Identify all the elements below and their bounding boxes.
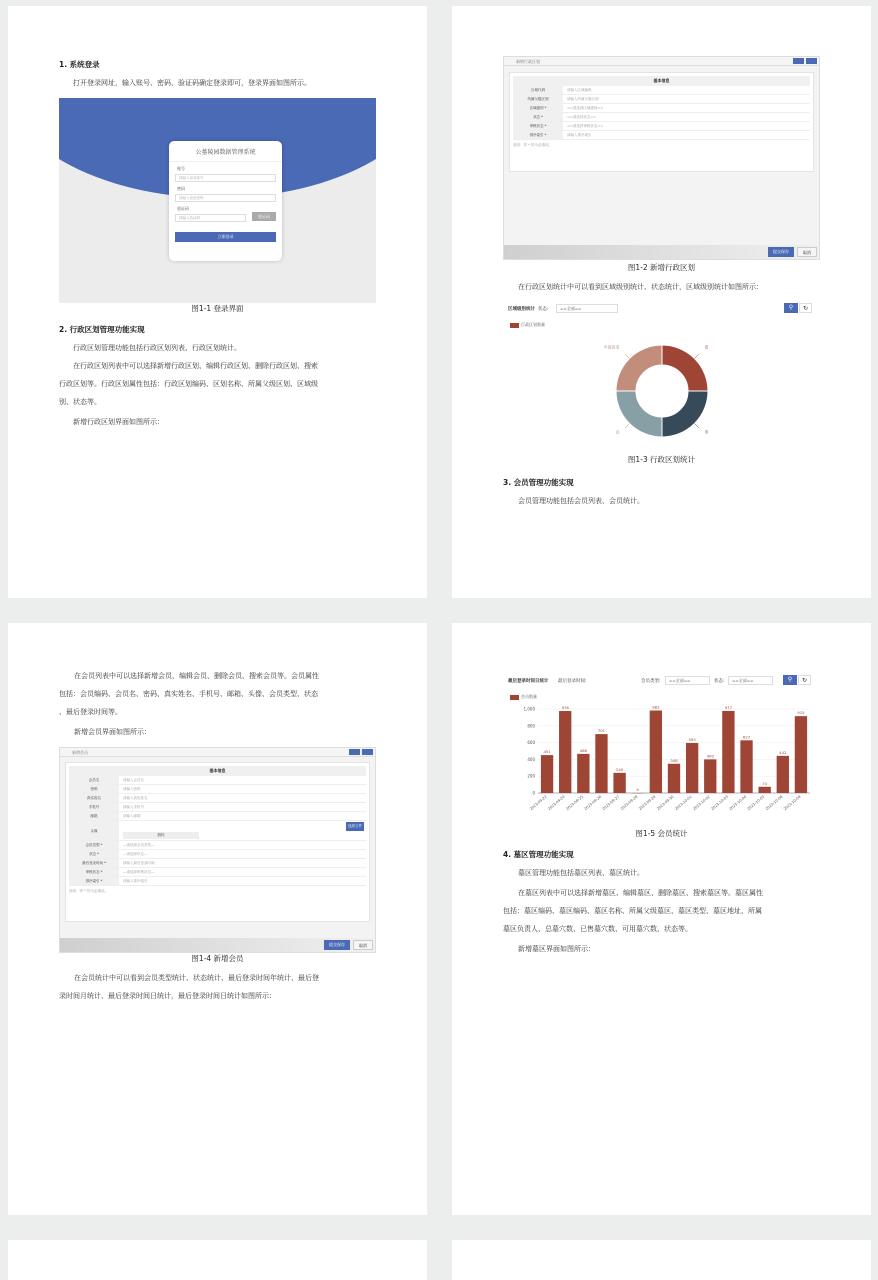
field-input[interactable]: 请输入最后登录时间 xyxy=(119,859,366,867)
member-type-label: 会员类型: xyxy=(641,678,661,684)
field-label: 审核状态 * xyxy=(513,122,563,130)
slice-leader-line xyxy=(695,354,699,358)
account-label: 账号 xyxy=(177,166,282,172)
x-tick-label: 2023-09-24 xyxy=(547,794,566,811)
login-card xyxy=(169,141,282,261)
captcha-label: 验证码 xyxy=(177,206,282,212)
add-member-form-screenshot xyxy=(59,747,376,953)
document-page-3 xyxy=(8,623,427,1215)
bar xyxy=(541,755,553,793)
paragraph: 行政区划管理功能包括行政区划列表、行政区划统计。 xyxy=(73,339,241,357)
member-login-bar-chart xyxy=(502,701,822,829)
field-input[interactable]: 请输入真实姓名 xyxy=(119,794,366,802)
form-row xyxy=(69,803,366,812)
y-tick-label: 600 xyxy=(527,740,535,745)
login-button[interactable]: 立即登录 xyxy=(175,232,276,242)
bar xyxy=(686,743,698,793)
bar xyxy=(650,711,662,793)
field-label: 手机号 xyxy=(69,803,119,811)
chart-legend: 行政区划数量 xyxy=(510,322,545,328)
field-input[interactable]: 请输入会员名 xyxy=(119,776,366,784)
form-row xyxy=(69,841,366,850)
paragraph: 别、状态等。 xyxy=(59,393,101,411)
refresh-icon[interactable]: ↻ xyxy=(798,675,811,685)
x-tick-label: 2023-09-28 xyxy=(620,794,639,811)
login-screenshot xyxy=(59,98,376,303)
x-tick-label: 2023-10-06 xyxy=(765,794,784,811)
paragraph: 在会员列表中可以选择新增会员、编辑会员、删除会员、搜索会员等。会员属性 xyxy=(74,667,319,685)
bar xyxy=(668,764,680,793)
field-input[interactable]: 请输入手机号 xyxy=(119,803,366,811)
field-label: 密码 xyxy=(69,785,119,793)
x-tick-label: 2023-10-01 xyxy=(674,795,693,811)
figure-caption: 图1-1 登录界面 xyxy=(8,303,427,314)
bar xyxy=(595,734,607,793)
paragraph: 会员管理功能包括会员列表、会员统计。 xyxy=(518,492,644,510)
bar xyxy=(704,759,716,793)
status-select[interactable]: ==全部== xyxy=(728,676,773,685)
slice-leader-line xyxy=(625,424,629,428)
status-label: 状态: xyxy=(714,678,725,684)
required-note: 说明：带 * 的为必填项。 xyxy=(513,143,810,148)
chart-legend: 会员数量 xyxy=(510,694,537,700)
password-input[interactable]: 请输入登录密码 xyxy=(175,194,276,202)
search-icon[interactable]: ⚲ xyxy=(783,675,797,685)
field-input[interactable]: 请输入邮箱 xyxy=(119,812,366,820)
paragraph: 打开登录网址，输入账号、密码、验证码确定登录即可，登录界面如图所示。 xyxy=(73,74,311,92)
field-input[interactable]: ==请选择审核状态== xyxy=(563,122,810,130)
donut-slice xyxy=(662,345,708,391)
field-label: 会员名 xyxy=(69,776,119,784)
field-label: 状态 * xyxy=(513,113,563,121)
form-row xyxy=(69,868,366,877)
captcha-image[interactable]: 验证码 xyxy=(252,212,276,221)
login-title: 公墓陵园数据管理系统 xyxy=(169,147,282,156)
cancel-button[interactable]: 取消 xyxy=(353,940,373,950)
bar-value-label: 400 xyxy=(707,753,715,758)
section-heading: 3. 会员管理功能实现 xyxy=(503,477,574,488)
paragraph: 录时间月统计、最后登录时间日统计，最后登录时间日统计如图所示： xyxy=(59,987,276,1005)
last-login-label: 最后登录时间: xyxy=(558,678,587,684)
section-head: 基本信息 xyxy=(513,76,810,86)
add-region-form-screenshot xyxy=(503,56,820,260)
field-input[interactable]: —请选择会员类型— xyxy=(119,841,366,849)
form-row xyxy=(69,812,366,821)
slice-leader-line xyxy=(625,354,629,358)
donut-slice xyxy=(616,345,662,391)
y-tick-label: 400 xyxy=(527,757,535,762)
document-page-2 xyxy=(452,6,871,598)
cancel-button[interactable]: 取消 xyxy=(797,247,817,257)
form-row xyxy=(69,877,366,886)
field-label: 最后登录时间 * xyxy=(69,859,119,867)
field-label: 所属父级区划 xyxy=(513,95,563,103)
document-page-5 xyxy=(8,1240,427,1280)
form-title: 新增会员 xyxy=(60,748,375,757)
x-tick-label: 2023-09-30 xyxy=(656,794,675,811)
bar-value-label: 976 xyxy=(562,705,570,710)
bar xyxy=(722,711,734,793)
x-tick-label: 2023-09-27 xyxy=(602,795,621,811)
form-row xyxy=(69,776,366,785)
x-tick-label: 2023-10-02 xyxy=(692,795,711,811)
y-tick-label: 1,000 xyxy=(524,707,536,712)
bar xyxy=(777,756,789,793)
section-heading: 2. 行政区划管理功能实现 xyxy=(59,324,145,335)
x-tick-label: 2023-09-29 xyxy=(638,794,657,811)
x-tick-label: 2023-10-04 xyxy=(729,794,748,811)
bar xyxy=(759,787,771,793)
bar-value-label: 595 xyxy=(689,737,697,742)
status-filter-label: 状态: xyxy=(538,306,549,312)
paragraph: 在行政区划统计中可以看到区域级别统计、状态统计，区域级别统计如图所示： xyxy=(518,278,763,296)
paragraph: 在会员统计中可以看到会员类型统计、状态统计、最后登录时间年统计、最后登 xyxy=(74,969,319,987)
figure-caption: 图1-4 新增会员 xyxy=(8,953,427,964)
field-input[interactable]: 请输入区域编码 xyxy=(563,86,810,94)
save-button[interactable]: 提交保存 xyxy=(768,247,794,257)
paragraph: 包括：墓区编码、墓区编码、墓区名称、所属父级墓区、墓区类型、墓区地址、所属 xyxy=(503,902,762,920)
bar xyxy=(740,740,752,793)
y-tick-label: 0 xyxy=(532,791,535,796)
field-label: 排序索引 * xyxy=(69,877,119,885)
slice-label: 省 xyxy=(704,344,708,350)
x-tick-label: 2023-10-03 xyxy=(710,795,729,811)
bar-value-label: 701 xyxy=(598,728,606,733)
y-tick-label: 200 xyxy=(527,774,535,779)
field-label: 会员类型 * xyxy=(69,841,119,849)
bar-value-label: 982 xyxy=(652,705,660,710)
field-label: 邮箱 xyxy=(69,812,119,820)
form-row xyxy=(513,95,810,104)
x-tick-label: 2023-10-08 xyxy=(783,794,802,811)
bar xyxy=(795,716,807,793)
x-tick-label: 2023-09-22 xyxy=(529,795,548,811)
bar-value-label: 977 xyxy=(725,705,733,710)
field-input[interactable]: 请输入排序索引 xyxy=(119,877,366,885)
bar xyxy=(559,711,571,793)
form-row xyxy=(513,122,810,131)
field-input[interactable]: ==请选择状态== xyxy=(563,113,810,121)
paragraph: 新增会员界面如图所示： xyxy=(74,723,151,741)
form-row xyxy=(513,104,810,113)
slice-label: 乡镇街道 xyxy=(604,344,620,350)
paragraph: 墓区负责人、总墓穴数、已售墓穴数、可用墓穴数、状态等。 xyxy=(503,920,692,938)
chart-toolbar-title: 区域级别统计 xyxy=(508,306,535,312)
paragraph: 新增墓区界面如图所示： xyxy=(518,940,595,958)
form-row xyxy=(513,131,810,140)
form-row xyxy=(513,113,810,122)
figure-caption: 图1-2 新增行政区划 xyxy=(452,262,871,273)
field-label: 区域代码 xyxy=(513,86,563,94)
section-heading: 1. 系统登录 xyxy=(59,59,100,70)
bar xyxy=(613,773,625,793)
paragraph: 墓区管理功能包括墓区列表、墓区统计。 xyxy=(518,864,644,882)
bar xyxy=(577,754,589,793)
paragraph: 行政区划等。行政区划属性包括：行政区划编码、区划名称、所属父级区划、区域级 xyxy=(59,375,318,393)
avatar-label: 头像 xyxy=(69,821,119,840)
field-label: 状态 * xyxy=(69,850,119,858)
form-title: 新增行政区划 xyxy=(504,57,819,66)
donut-slice xyxy=(616,391,662,437)
form-row xyxy=(69,859,366,868)
section-head: 基本信息 xyxy=(69,766,366,776)
field-label: 真实姓名 xyxy=(69,794,119,802)
delete-avatar-button[interactable]: 删除 xyxy=(123,832,199,839)
slice-label: 县 xyxy=(616,428,620,434)
field-input[interactable]: —请选择状态— xyxy=(119,850,366,858)
form-row xyxy=(69,785,366,794)
field-input[interactable]: ==请选择区域级别== xyxy=(563,104,810,112)
y-tick-label: 800 xyxy=(527,723,535,728)
bar-value-label: 451 xyxy=(543,749,551,754)
field-input[interactable]: 请输入所属父级区划 xyxy=(563,95,810,103)
document-page-1 xyxy=(8,6,427,598)
slice-leader-line xyxy=(695,424,699,428)
search-icon[interactable]: ⚲ xyxy=(784,303,798,313)
bar-value-label: 74 xyxy=(762,781,767,786)
section-heading: 4. 墓区管理功能实现 xyxy=(503,849,574,860)
captcha-input[interactable]: 请输入验证码 xyxy=(175,214,246,222)
bar-value-label: 442 xyxy=(779,750,787,755)
field-label: 排序索引 * xyxy=(513,131,563,139)
paragraph: 新增行政区划界面如图所示： xyxy=(73,413,164,431)
figure-caption: 图1-5 会员统计 xyxy=(452,828,871,839)
field-label: 区域级别 * xyxy=(513,104,563,112)
paragraph: 、最后登录时间等。 xyxy=(59,703,122,721)
chart-toolbar-title: 最后登录时间日统计 xyxy=(508,678,549,684)
bar-value-label: 0 xyxy=(637,787,640,792)
save-button[interactable]: 提交保存 xyxy=(324,940,350,950)
status-filter-select[interactable]: ==全部== xyxy=(556,304,618,313)
paragraph: 包括：会员编码、会员名、密码、真实姓名、手机号、邮箱、头像、会员类型、状态 xyxy=(59,685,318,703)
document-page-6 xyxy=(452,1240,871,1280)
field-input[interactable]: 请输入排序索引 xyxy=(563,131,810,139)
field-input[interactable]: 请输入密码 xyxy=(119,785,366,793)
password-label: 密码 xyxy=(177,186,282,192)
donut-slice xyxy=(662,391,708,437)
bar-value-label: 348 xyxy=(670,758,678,763)
bar-value-label: 466 xyxy=(580,748,588,753)
member-type-select[interactable]: ==全部== xyxy=(665,676,710,685)
slice-label: 市 xyxy=(704,428,708,434)
x-tick-label: 2023-10-05 xyxy=(747,795,766,811)
x-tick-label: 2023-09-26 xyxy=(584,794,603,811)
figure-caption: 图1-3 行政区划统计 xyxy=(452,454,871,465)
field-input[interactable]: —请选择审核状态— xyxy=(119,868,366,876)
bar-value-label: 240 xyxy=(616,767,624,772)
refresh-icon[interactable]: ↻ xyxy=(799,303,812,313)
form-row xyxy=(69,850,366,859)
x-tick-label: 2023-09-25 xyxy=(565,795,584,811)
form-row xyxy=(69,794,366,803)
field-label: 审核状态 * xyxy=(69,868,119,876)
paragraph: 在行政区划列表中可以选择新增行政区划、编辑行政区划、删除行政区划、搜索 xyxy=(73,357,318,375)
document-page-4 xyxy=(452,623,871,1215)
paragraph: 在墓区列表中可以选择新增墓区、编辑墓区、删除墓区、搜索墓区等。墓区属性 xyxy=(518,884,763,902)
account-input[interactable]: 请输入登录账号 xyxy=(175,174,276,182)
form-row xyxy=(513,86,810,95)
upload-button[interactable]: 选择文件 xyxy=(346,822,364,831)
bar-value-label: 915 xyxy=(797,710,805,715)
bar-value-label: 627 xyxy=(743,734,751,739)
required-note: 说明：带 * 的为必填项。 xyxy=(69,889,366,894)
region-level-donut-chart xyxy=(582,331,742,451)
